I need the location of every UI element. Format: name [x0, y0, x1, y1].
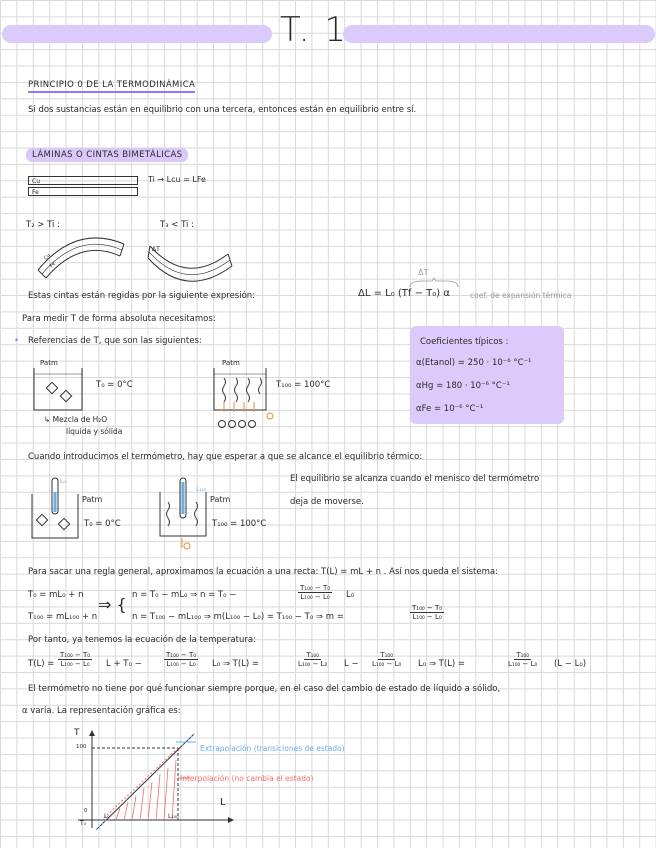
title-bar-right [343, 25, 655, 43]
system-result2: n = T₁₀₀ − mL₁₀₀ ⇒ m(L₁₀₀ − L₀) = T₁₀₀ − T₀ ⇒ m = [132, 612, 344, 622]
alpha-note: coef. de expansión térmica [470, 291, 572, 300]
title-bar-left [2, 25, 272, 43]
thermometer-ice-beaker [32, 478, 82, 540]
linear-intro: Para sacar una regla general, aproximamos la ecuación a una recta: T(L) = mL + n . Así nos queda el sistema: [28, 567, 498, 577]
bullet-dot-icon: • [14, 336, 20, 346]
temp-eq-frac3 [296, 651, 329, 668]
temp-eq-frac1 [58, 651, 92, 668]
temp-eq-lhs: T(L) = [28, 659, 55, 669]
f2-num: T₁₀₀ − T₀ [166, 651, 197, 659]
temp-eq-mid: L + T₀ − [106, 659, 142, 669]
graph-l-axis-label: L [220, 797, 226, 808]
temp-eq-mid4: L₀ ⇒ T(L) = [418, 659, 466, 669]
f3-num: T₁₀₀ [306, 651, 320, 659]
thermo1-patm: Patm [82, 495, 103, 504]
strip-cu: Cu [28, 176, 138, 185]
section-heading-laminas: LÁMINAS O CINTAS BIMETÁLICAS [26, 148, 188, 162]
temp-eq-frac4 [370, 651, 403, 668]
strip-fe: Fe [28, 187, 138, 196]
interpolation-label: Interpolación (no cambia el estado) [180, 774, 314, 783]
f5-num: T₁₀₀ [516, 651, 530, 659]
bent-dt-label: ΔT [152, 246, 160, 253]
frac-num: T₁₀₀ − T₀ [300, 584, 331, 592]
implies-brace-icon: ⇒ { [98, 595, 127, 614]
warning-text-1: El termómetro no tiene por qué funcionar siempre porque, en el caso del cambio de estado de líquido a sólido, [28, 684, 501, 694]
principio-text: Si dos sustancias están en equilibrio con una tercera, entonces están en equilibrio entre sí. [28, 105, 417, 115]
slope-num: T₁₀₀ − T₀ [412, 604, 443, 612]
graph-t0: T₀ [80, 820, 87, 827]
result1-fraction [298, 584, 332, 601]
bent-cu-label: Cu [42, 252, 52, 262]
temp-eq-end: (L − L₀) [554, 659, 587, 669]
graph-y0: 0 [84, 808, 88, 814]
bent-strip-cold [146, 236, 236, 286]
result1-tail: L₀ [346, 590, 355, 600]
f2-den: L₁₀₀ − L₀ [166, 660, 196, 668]
coef-iron: αFe = 10⁻⁶ °C⁻¹ [416, 404, 484, 414]
system-eq1: T₀ = mL₀ + n [28, 590, 84, 600]
warning-text-2: α varía. La representación gráfica es: [22, 706, 181, 716]
f1-num: T₁₀₀ − T₀ [60, 651, 91, 659]
graph-y100: 100 [76, 744, 87, 750]
measure-text: Para medir T de forma absoluta necesitamos: [22, 314, 216, 324]
strip-equation: Ti → Lcu = LFe [148, 175, 206, 184]
graph-l100: L₁₀₀ [168, 813, 179, 820]
beaker2-t100: T₁₀₀ = 100°C [276, 380, 331, 390]
temp-eq-mid2: L₀ ⇒ T(L) = [212, 659, 260, 669]
equilibrium-note-2: deja de moverse. [290, 497, 364, 507]
graph-l0: L₀ [104, 813, 110, 820]
coef-ethanol: α(Etanol) = 250 · 10⁻⁶ °C⁻¹ [416, 358, 532, 368]
f4-num: T₁₀₀ [380, 651, 394, 659]
system-eq2: T₁₀₀ = mL₁₀₀ + n [28, 612, 98, 622]
equation-intro: Por tanto, ya tenemos la ecuación de la temperatura: [28, 635, 256, 645]
case-hot-label: T₂ > Ti : [26, 220, 60, 230]
section-heading-principio: PRINCIPIO 0 DE LA TERMODINÁMICA [28, 80, 195, 93]
delta-t-brace [408, 278, 460, 288]
thermo-l100-label: L₁₀₀ [196, 486, 207, 493]
frac-den: L₁₀₀ − L₀ [300, 593, 330, 601]
slope-fraction [410, 604, 444, 621]
system-result1: n = T₀ − mL₀ ⇒ n = T₀ − [132, 590, 237, 600]
f3-den: L₁₀₀ − L₀ [298, 660, 328, 668]
temp-eq-frac2 [164, 651, 198, 668]
thermo-l0-label: L₀ [60, 478, 66, 485]
beaker1-patm: Patm [40, 359, 58, 367]
thermo1-t0: T₀ = 0°C [84, 519, 121, 529]
coefficients-title: Coeficientes típicos : [420, 337, 509, 347]
temp-eq-frac5 [506, 651, 539, 668]
coef-mercury: αHg = 180 · 10⁻⁶ °C⁻¹ [416, 381, 510, 391]
thermometer-text: Cuando introducimos el termómetro, hay que esperar a que se alcance el equilibrio térmico: [28, 452, 423, 462]
extrapolation-label: Extrapolación (transiciones de estado) [200, 744, 345, 753]
beaker1-t0: T₀ = 0°C [96, 380, 133, 390]
expansion-formula: ΔL = L₀ (Tf − T₀) α [358, 288, 450, 299]
f4-den: L₁₀₀ − L₀ [372, 660, 402, 668]
mix-label-2: líquida y sólida [66, 427, 123, 436]
page-title: T. 1 [280, 10, 348, 50]
temp-eq-mid3: L − [344, 659, 359, 669]
mix-label-1: ↳ Mezcla de H₂O [44, 415, 108, 424]
expression-intro: Estas cintas están regidas por la siguiente expresión: [28, 291, 256, 301]
ice-water-beaker [34, 366, 84, 412]
thermo2-t100: T₁₀₀ = 100°C [212, 519, 267, 529]
graph-t-axis-label: T [74, 728, 80, 738]
bent-fe-label: Fe [48, 260, 57, 270]
f5-den: L₁₀₀ − L₀ [508, 660, 538, 668]
thermo2-patm: Patm [210, 495, 231, 504]
slope-den: L₁₀₀ − L₀ [412, 613, 442, 621]
f1-den: L₁₀₀ − L₀ [60, 660, 90, 668]
references-text: Referencias de T, que son las siguientes: [28, 336, 202, 346]
delta-t-label: ΔT [418, 268, 429, 277]
beaker2-patm: Patm [222, 359, 240, 367]
case-cold-label: T₃ < Ti : [160, 220, 194, 230]
equilibrium-note-1: El equilibrio se alcanza cuando el menisco del termómetro [290, 474, 540, 484]
boiling-beaker [214, 366, 270, 432]
